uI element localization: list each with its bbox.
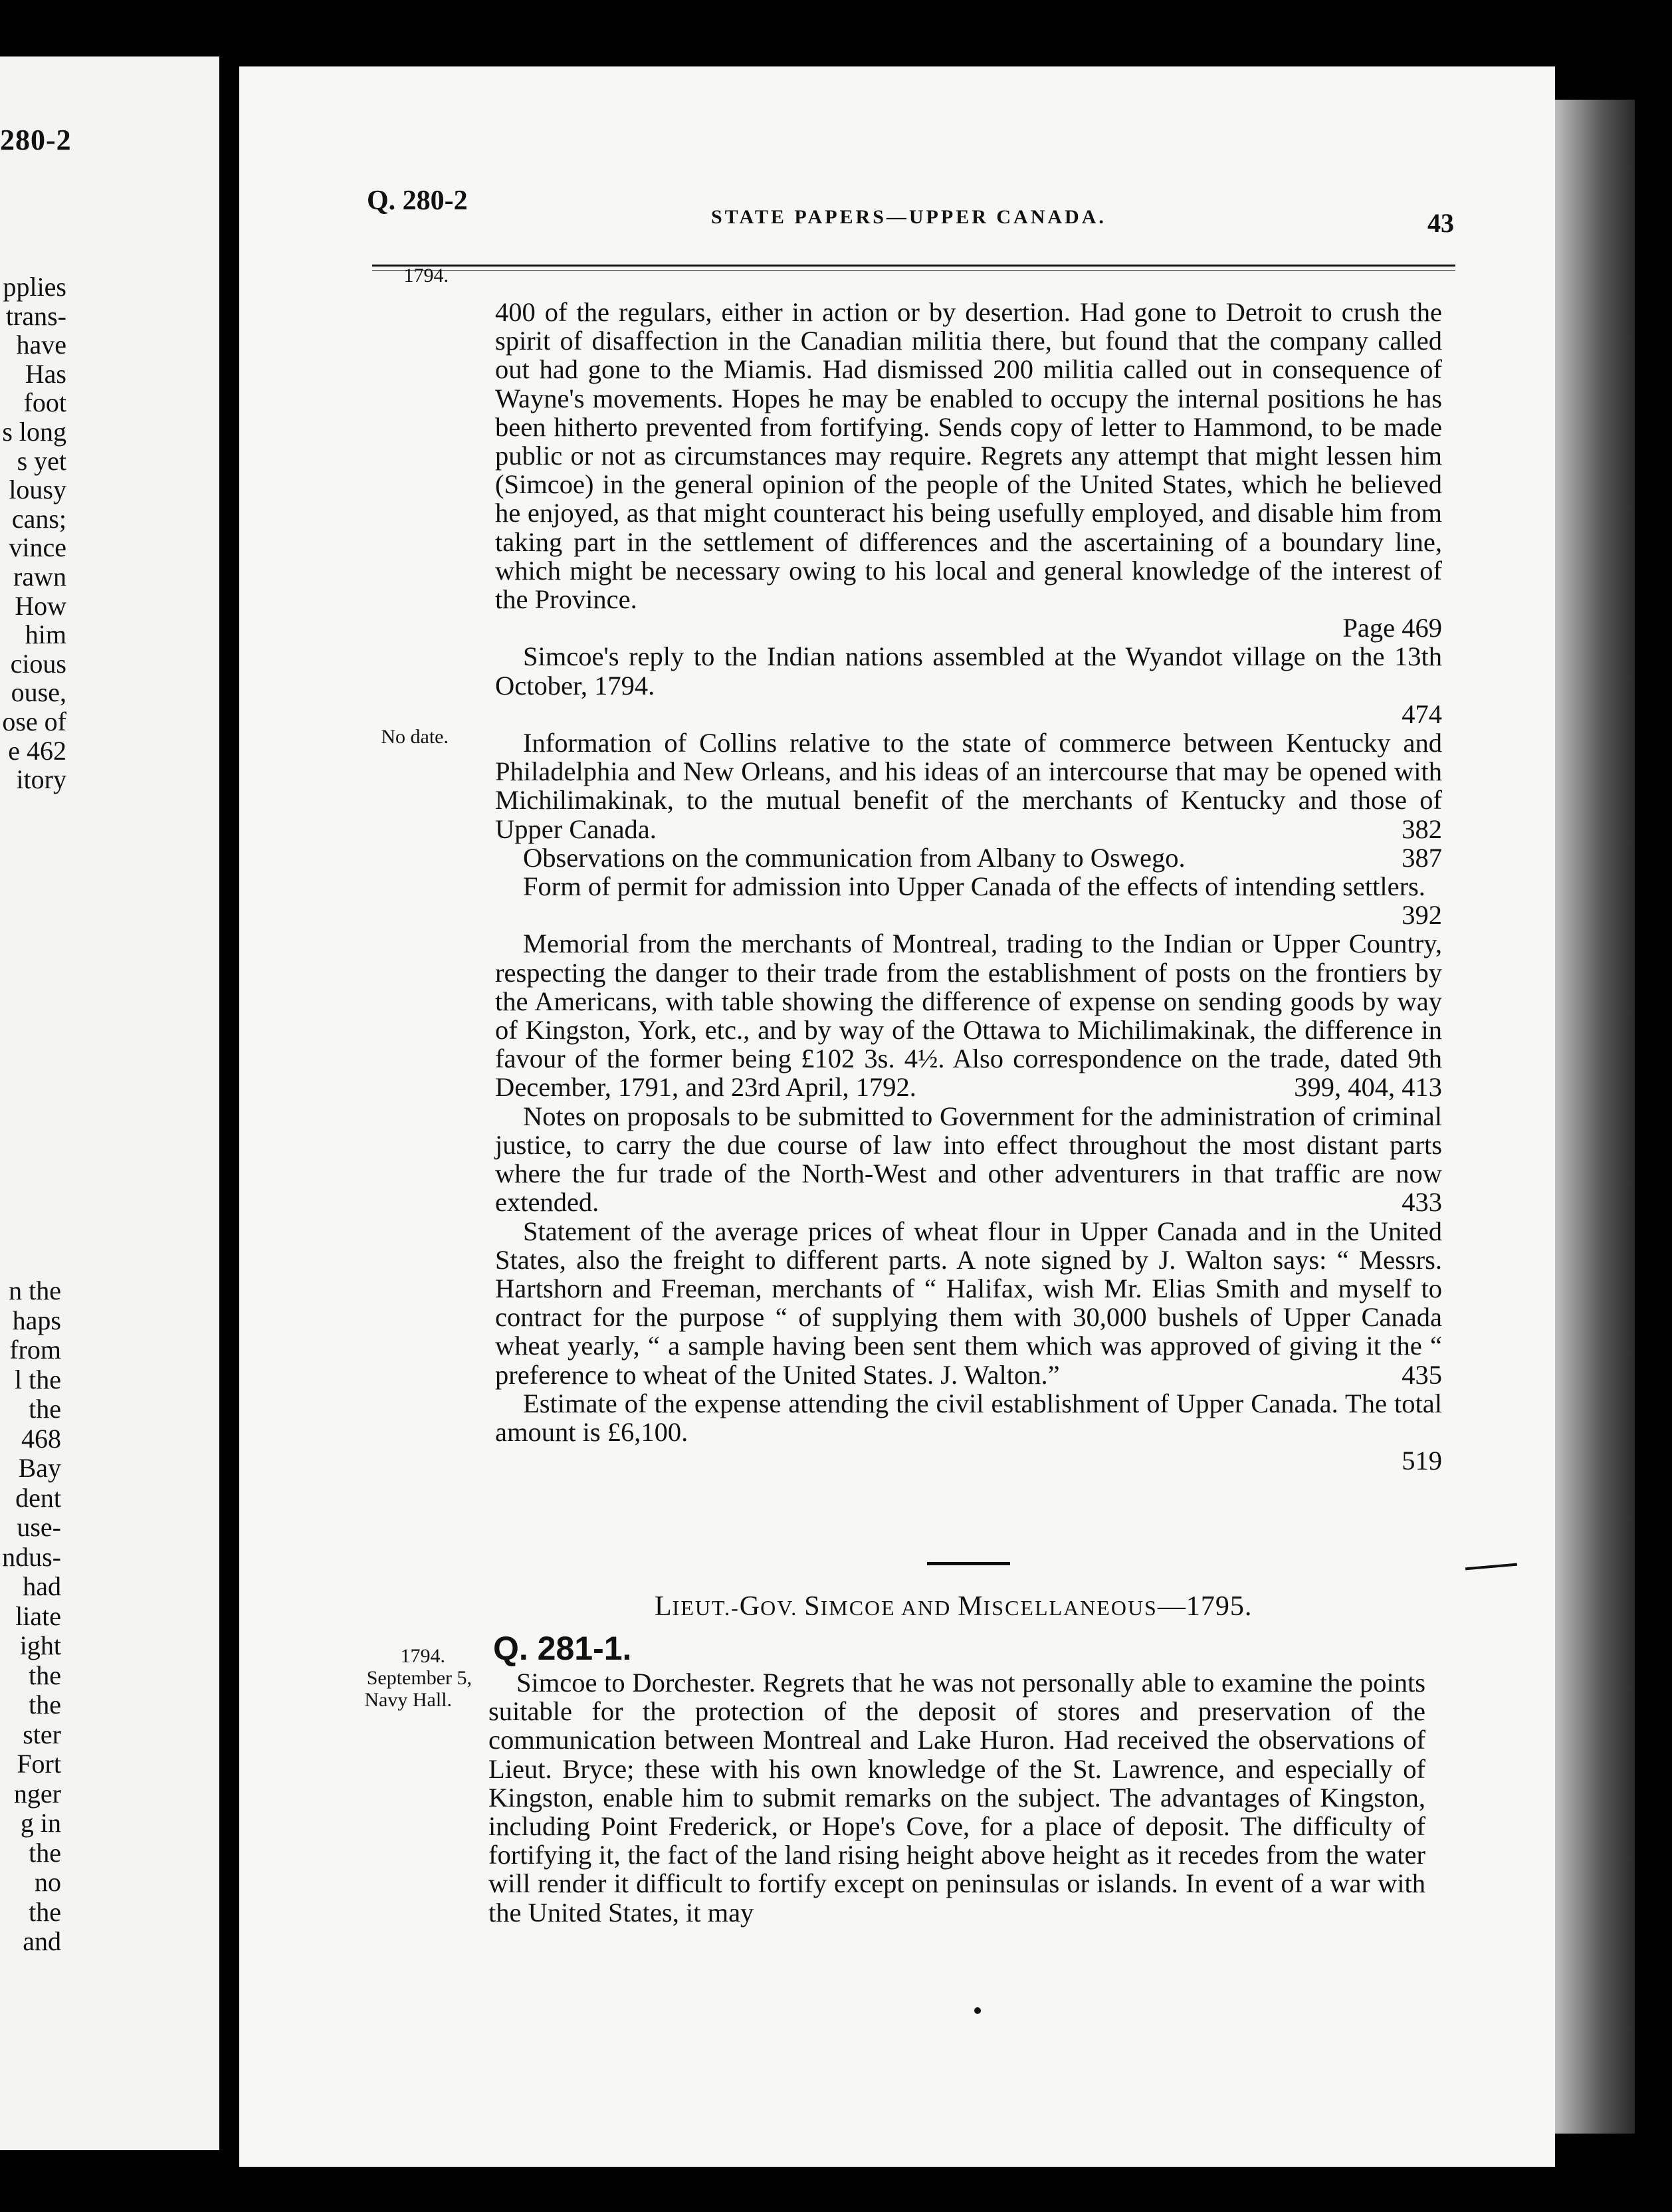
- entry: [495, 1389, 1442, 1476]
- facing-page-line: Fort: [17, 1749, 61, 1779]
- facing-page-line: vince: [9, 532, 66, 563]
- facing-page-line: 468: [21, 1423, 61, 1454]
- facing-page-line: him: [25, 619, 66, 650]
- running-title: STATE PAPERS—UPPER CANADA.: [711, 206, 1106, 228]
- entry: [495, 728, 1442, 843]
- entry: [495, 642, 1442, 728]
- facing-page-line: the: [29, 1837, 61, 1868]
- facing-page-line: trans-: [5, 300, 66, 331]
- section-reference: Q. 281-1.: [493, 1630, 632, 1667]
- header-rule-top: [372, 265, 1455, 267]
- entry: [495, 872, 1442, 929]
- section-margin-year: 1794.: [400, 1645, 445, 1667]
- facing-page-column-top: [0, 273, 66, 794]
- facing-page-column-bottom: [0, 1276, 61, 1957]
- entry-page-ref: 382: [1402, 814, 1442, 844]
- facing-page-line: and: [23, 1926, 61, 1956]
- entry: [495, 1217, 1442, 1389]
- entry-text: Notes on proposals to be submitted to Government for the administration of criminal justice, to carry the due course of law into effect throughout the most distant parts where the fur trade of the North-West and other adventurers in that traffic are now extended.: [495, 1101, 1442, 1218]
- section-entry: [488, 1668, 1425, 1927]
- facing-page-line: n the: [9, 1275, 61, 1305]
- entry: [495, 929, 1442, 1101]
- facing-page-line: ster: [23, 1719, 61, 1749]
- facing-page-line: s long: [2, 416, 66, 447]
- facing-page-line: ndus-: [2, 1541, 61, 1572]
- header-reference: Q. 280-2: [367, 185, 468, 216]
- entry-page-ref: 474: [1402, 699, 1442, 729]
- entries-block: [495, 298, 1442, 1475]
- entry-page-ref: 519: [1402, 1446, 1442, 1476]
- facing-page-line: ight: [19, 1630, 61, 1660]
- section-title: LIEUT.-GOV. SIMCOE AND MISCELLANEOUS—1795.: [655, 1591, 1253, 1622]
- facing-page-line: s yet: [17, 445, 66, 476]
- facing-page-line: liate: [15, 1601, 61, 1631]
- facing-page-line: g in: [20, 1808, 61, 1838]
- entry-page-ref: 433: [1402, 1187, 1442, 1218]
- section-separator: [927, 1562, 1010, 1565]
- entry-page-ref: 392: [1402, 900, 1442, 931]
- entry: [495, 1102, 1442, 1217]
- section-margin-date: September 5,: [366, 1667, 472, 1689]
- entry-text: Information of Collins relative to the state of commerce between Kentucky and Philadelphia and New Orleans, and his ideas of an intercourse that may be opened with Michilimakinak, to the mutual benefit of the merchants of Kentucky and those of Upper Canada.: [495, 728, 1442, 844]
- entry-text: Memorial from the merchants of Montreal, trading to the Indian or Upper Country, respecting the danger to their trade from the establishment of posts on the frontiers by the Americans, with table showing the difference of expense on sending goods by way of Kingston, York, etc., and by way of the Ottawa to Michilimakinak, the difference in favour of the former being £102 3s. 4½. Also correspondence on the trade, dated 9th December, 1791, and 23rd April, 1792.: [495, 929, 1442, 1103]
- entry-text: Statement of the average prices of wheat flour in Upper Canada and in the United States, also the freight to different parts. A note signed by J. Walton says: “ Messrs. Hartshorn and Freeman, merchants of “ Halifax, wish Mr. Elias Smith and myself to contract for the purpose “ of supplying them with 30,000 bushels of Upper Canada wheat yearly, “ a sample having been sent them which was approved of giving it the “ preference to wheat of the United States. J. Walton.”: [495, 1216, 1442, 1390]
- entry-text: Form of permit for admission into Upper Canada of the effects of intending settlers.: [523, 871, 1425, 902]
- margin-no-date: No date.: [381, 726, 449, 748]
- entry-text: Estimate of the expense attending the civil establishment of Upper Canada. The total amount is £6,100.: [495, 1388, 1442, 1447]
- facing-page-line: nger: [13, 1778, 61, 1809]
- facing-page-line: the: [29, 1394, 61, 1424]
- facing-page-line: haps: [12, 1305, 61, 1335]
- facing-page-line: had: [23, 1571, 61, 1601]
- facing-page-line: Bay: [18, 1453, 61, 1483]
- page-number: 43: [1427, 208, 1454, 238]
- entry-page-ref: Page 469: [1342, 613, 1442, 643]
- facing-page-line: rawn: [13, 561, 66, 592]
- section-margin-place: Navy Hall.: [364, 1689, 452, 1711]
- facing-page-line: dent: [15, 1482, 61, 1513]
- facing-page-line: Has: [25, 358, 66, 389]
- facing-page-line: pplies: [3, 272, 66, 302]
- section-entry-text: Simcoe to Dorchester. Regrets that he was not personally able to examine the points suitable for the protection of the deposit of stores and preservation of the communication between Montreal and Lake Huron. Had received the observations of Lieut. Bryce; these with his own knowledge of the St. Lawrence, and especially of Kingston, enable him to submit remarks on the subject. The advantages of Kingston, including Point Frederick, or Hope's Cove, for a place of deposit. The difficulty of fortifying it, the fact of the land rising height above height as it recedes from the water will render it difficult to fortify except on peninsulas or islands. In event of a war with the United States, it may: [488, 1668, 1425, 1928]
- ink-dot: [974, 2007, 981, 2014]
- entry-text: Simcoe's reply to the Indian nations assembled at the Wyandot village on the 13th October, 1794.: [495, 641, 1442, 701]
- facing-page-line: e 462: [8, 735, 66, 766]
- facing-page-line: cious: [10, 648, 66, 679]
- facing-page-line: ouse,: [11, 677, 66, 708]
- entry: [495, 298, 1442, 642]
- facing-page-line: l the: [15, 1364, 61, 1394]
- facing-page-line: itory: [16, 764, 66, 795]
- facing-page-line: no: [35, 1867, 61, 1897]
- facing-page-line: the: [29, 1690, 61, 1719]
- facing-page-line: from: [9, 1335, 61, 1365]
- entry-page-ref: 387: [1402, 842, 1442, 873]
- facing-page-line: lousy: [9, 475, 66, 505]
- facing-page-header: 280-2: [0, 124, 72, 156]
- facing-page-line: the: [29, 1660, 61, 1690]
- facing-page-line: have: [16, 330, 66, 360]
- entry-page-ref: 399, 404, 413: [1294, 1072, 1442, 1103]
- entry-page-ref: 435: [1402, 1359, 1442, 1390]
- entry-text: 400 of the regulars, either in action or by desertion. Had gone to Detroit to crush the spirit of disaffection in the Canadian militia there, but found that the company called out had gone to the Miamis. Had dismissed 200 militia called out in consequence of Wayne's movements. Hopes he may be enabled to occupy the internal positions he has been hitherto prevented from fortifying. Sends copy of letter to Hammond, to be made public or not as circumstances may require. Regrets any attempt that might lessen him (Simcoe) in the general opinion of the people of the United States, which he believed he enjoyed, as that might counteract his being usefully employed, and disable him from taking part in the settlement of differences and the ascertaining of a boundary line, which might be necessary owing to his local and general knowledge of the interest of the Province.: [495, 297, 1442, 615]
- facing-page-line: How: [15, 590, 66, 621]
- facing-page-line: use-: [17, 1512, 61, 1542]
- facing-page-line: foot: [23, 387, 66, 418]
- facing-page-line: ose of: [2, 706, 66, 736]
- header-rule-bottom: [372, 270, 1455, 271]
- facing-page-line: cans;: [11, 503, 66, 534]
- entry-text: Observations on the communication from Albany to Oswego.: [523, 842, 1186, 873]
- facing-page-line: the: [29, 1896, 61, 1927]
- margin-date-year: 1794.: [403, 265, 449, 286]
- entry: [495, 843, 1442, 872]
- page-edge-shadow: [1555, 100, 1635, 2134]
